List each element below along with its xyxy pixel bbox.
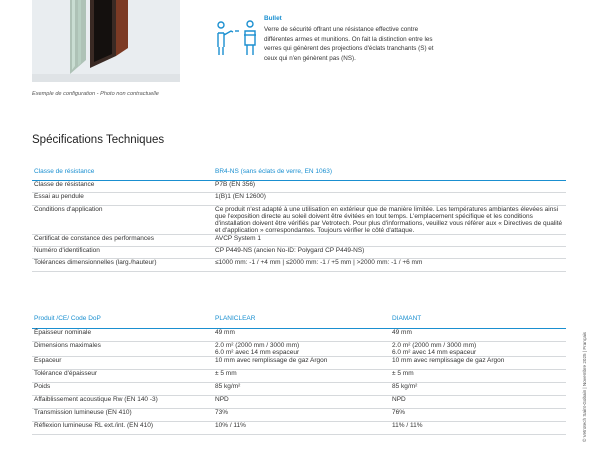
table-row: [32, 421, 566, 434]
table-cell: ± 5 mm: [213, 369, 390, 382]
bullet-description: Verre de sécurité offrant une résistance effective contre différentes armes et munitions. On fait la distinction entre les verres qui génèrent des projections d'éclats tranchants (S) et ceux qui n'en génèrent pas (NS).: [264, 26, 434, 62]
table-cell: 10 mm avec remplissage de gaz Argon: [390, 356, 566, 369]
table-header-cell: Produit /CE/ Code DoP: [32, 315, 213, 328]
product-table: [32, 315, 566, 435]
table-cell: 1(B)1 (EN 12600): [213, 193, 566, 205]
table-header-cell: BR4-NS (sans éclats de verre, EN 1063): [213, 168, 566, 180]
table-row: [32, 408, 566, 421]
table-cell: 10 mm avec remplissage de gaz Argon: [213, 356, 390, 369]
table-cell: Conditions d'application: [32, 205, 213, 234]
table-cell: Tolérance d'épaisseur: [32, 369, 213, 382]
table-row: [32, 328, 566, 341]
table-cell: 76%: [390, 408, 566, 421]
table-header-cell: PLANICLEAR: [213, 315, 390, 328]
table-row: [32, 247, 566, 259]
table-cell: Poids: [32, 382, 213, 395]
table-cell: P7B (EN 356): [213, 180, 566, 192]
table-cell: Transmission lumineuse (EN 410): [32, 408, 213, 421]
table-cell: ≤1000 mm: -1 / +4 mm | ≤2000 mm: -1 / +5 mm | >2000 mm: -1 / +6 mm: [213, 259, 566, 271]
table-cell: Affaiblissement acoustique Rw (EN 140 -3): [32, 395, 213, 408]
table-cell: Épaisseur nominale: [32, 328, 213, 341]
table-row: [32, 180, 566, 192]
table-cell: 85 kg/m²: [390, 382, 566, 395]
table-header-row: [32, 315, 566, 328]
table-row: [32, 356, 566, 369]
table-cell: Espaceur: [32, 356, 213, 369]
table-header-cell: DIAMANT: [390, 315, 566, 328]
table-cell: Ce produit n'est adapté à une utilisation en extérieur que de manière limitée. Les températures ambiantes élevées ainsi que l'exposition directe au soleil doivent être évitées en tout temps. L'emplacement spécifique et les conditions d'installation doivent être vérifiés par Vetrotech. Pour plus d'informations, veuillez vous référer aux « Directives de qualité et d'application » correspondantes. Toujours vérifier le côté d'attaque.: [213, 205, 566, 234]
table-cell: 73%: [213, 408, 390, 421]
table-cell: Certificat de constance des performances: [32, 234, 213, 246]
shooter-target-icon: [215, 17, 259, 57]
table-cell: 2.0 m² (2000 mm / 3000 mm) 6.0 m² avec 14 mm espaceur: [213, 341, 390, 356]
table-cell: 11% / 11%: [390, 421, 566, 434]
table-cell: 49 mm: [390, 328, 566, 341]
table-row: [32, 205, 566, 234]
table-header-cell: Classe de résistance: [32, 168, 213, 180]
table-cell: NPD: [213, 395, 390, 408]
table-cell: 2.0 m² (2000 mm / 3000 mm) 6.0 m² avec 14 mm espaceur: [390, 341, 566, 356]
table-cell: Essai au pendule: [32, 193, 213, 205]
table-cell: Dimensions maximales: [32, 341, 213, 356]
table-cell: Classe de résistance: [32, 180, 213, 192]
resistance-table: [32, 168, 566, 272]
table-header-row: [32, 168, 566, 180]
table-row: [32, 193, 566, 205]
table-row: [32, 259, 566, 271]
table-cell: Numéro d'identification: [32, 247, 213, 259]
table-row: [32, 382, 566, 395]
section-title: Spécifications Techniques: [32, 134, 165, 146]
bullet-title: Bullet: [264, 15, 282, 22]
table-row: [32, 341, 566, 356]
table-cell: AVCP System 1: [213, 234, 566, 246]
table-cell: 10% / 11%: [213, 421, 390, 434]
table-cell: Réflexion lumineuse RL ext./int. (EN 410): [32, 421, 213, 434]
table-cell: ± 5 mm: [390, 369, 566, 382]
table-row: [32, 369, 566, 382]
glass-sample-illustration: [32, 0, 180, 82]
table-row: [32, 234, 566, 246]
table-cell: Tolérances dimensionnelles (larg./hauteur): [32, 259, 213, 271]
photo-caption: Exemple de configuration - Photo non contractuelle: [32, 91, 159, 97]
table-cell: 49 mm: [213, 328, 390, 341]
copyright-side-text: © Vetrotech Saint-Gobain | Novembre 2025 | Français: [582, 332, 587, 442]
glass-configuration-photo: [32, 0, 180, 82]
table-row: [32, 395, 566, 408]
table-cell: 85 kg/m²: [213, 382, 390, 395]
table-cell: CP P449-NS (ancien No-ID: Polygard CP P449-NS): [213, 247, 566, 259]
table-cell: NPD: [390, 395, 566, 408]
